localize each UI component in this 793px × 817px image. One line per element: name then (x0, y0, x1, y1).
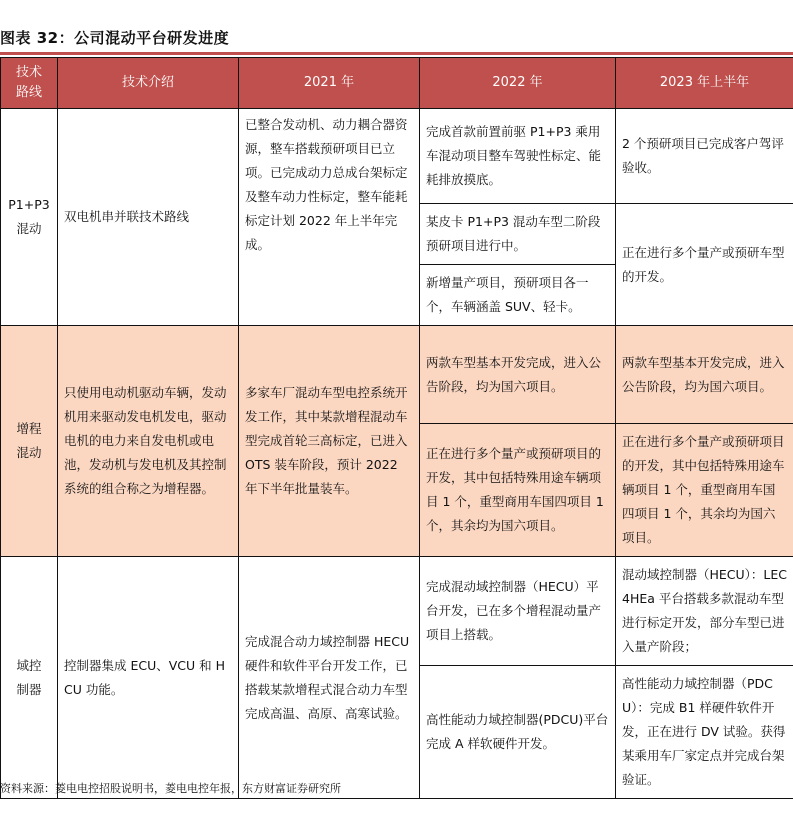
table-row (1, 326, 793, 424)
table-row (1, 109, 793, 204)
cell-2023h1: 混动域控制器（HECU）：LEC4HEa 平台搭载多款混动车型进行标定开发，部分车型已进入量产阶段； (616, 557, 793, 666)
cell-2022: 完成首款前置前驱 P1+P3 乘用车混动项目整车驾驶性标定、能耗排放摸底。 (420, 109, 616, 204)
cell-2023h1: 两款车型基本开发完成，进入公告阶段，均为国六项目。 (616, 326, 793, 424)
figure-title: 图表 32：公司混动平台研发进度 (0, 29, 230, 47)
intro-cell: 只使用电动机驱动车辆，发动机用来驱动发电机发电，驱动电机的电力来自发电机或电池，发动机与发电机及其控制系统的组合称之为增程器。 (58, 326, 239, 557)
table-row (1, 557, 793, 666)
cell-2022: 某皮卡 P1+P3 混动车型二阶段预研项目进行中。 (420, 204, 616, 265)
cell-2021: 多家车厂混动车型电控系统开发工作，其中某款增程混动车型完成首轮三高标定，已进入 OTS 装车阶段，预计 2022 年下半年批量装车。 (239, 326, 420, 557)
intro-cell: 双电机串并联技术路线 (58, 109, 239, 326)
route-cell: 域控 制器 (1, 557, 58, 799)
route-cell: P1+P3 混动 (1, 109, 58, 326)
header-intro: 技术介绍 (58, 58, 239, 109)
cell-2022: 正在进行多个量产或预研项目的开发，其中包括特殊用途车辆项目 1 个，重型商用车国四项目 1 个，其余均为国六项目。 (420, 424, 616, 557)
cell-2021: 完成混合动力域控制器 HECU 硬件和软件平台开发工作，已搭载某款增程式混合动力车型完成高温、高原、高寒试验。 (239, 557, 420, 799)
header-row (1, 58, 793, 109)
cell-2023h1: 2 个预研项目已完成客户驾评验收。 (616, 109, 793, 204)
header-2023h1: 2023 年上半年 (616, 58, 793, 109)
cell-2022: 两款车型基本开发完成，进入公告阶段，均为国六项目。 (420, 326, 616, 424)
cell-2022: 新增量产项目，预研项目各一个，车辆涵盖 SUV、轻卡。 (420, 265, 616, 326)
route-cell: 增程 混动 (1, 326, 58, 557)
header-2022: 2022 年 (420, 58, 616, 109)
cell-2022: 完成混动域控制器（HECU）平台开发，已在多个增程混动量产项目上搭载。 (420, 557, 616, 666)
cell-2023h1: 正在进行多个量产或预研车型的开发。 (616, 204, 793, 326)
cell-2023h1: 高性能动力域控制器（PDCU）：完成 B1 样硬件软件开发，正在进行 DV 试验。获得某乘用车厂家定点并完成台架验证。 (616, 666, 793, 799)
source-note: 资料来源：菱电电控招股说明书，菱电电控年报，东方财富证券研究所 (0, 782, 341, 795)
title-rule (0, 52, 793, 55)
header-2021: 2021 年 (239, 58, 420, 109)
cell-2023h1: 正在进行多个量产或预研项目的开发，其中包括特殊用途车辆项目 1 个，重型商用车国四项目 1 个，其余均为国六项目。 (616, 424, 793, 557)
cell-2022: 高性能动力域控制器(PDCU)平台完成 A 样软硬件开发。 (420, 666, 616, 799)
cell-2021: 已整合发动机、动力耦合器资源，整车搭载预研项目已立项。已完成动力总成台架标定及整车动力性标定，整车能耗标定计划 2022 年上半年完成。 (239, 109, 420, 326)
intro-cell: 控制器集成 ECU、VCU 和 HCU 功能。 (58, 557, 239, 799)
progress-table (0, 57, 793, 799)
header-route: 技术 路线 (1, 58, 58, 109)
